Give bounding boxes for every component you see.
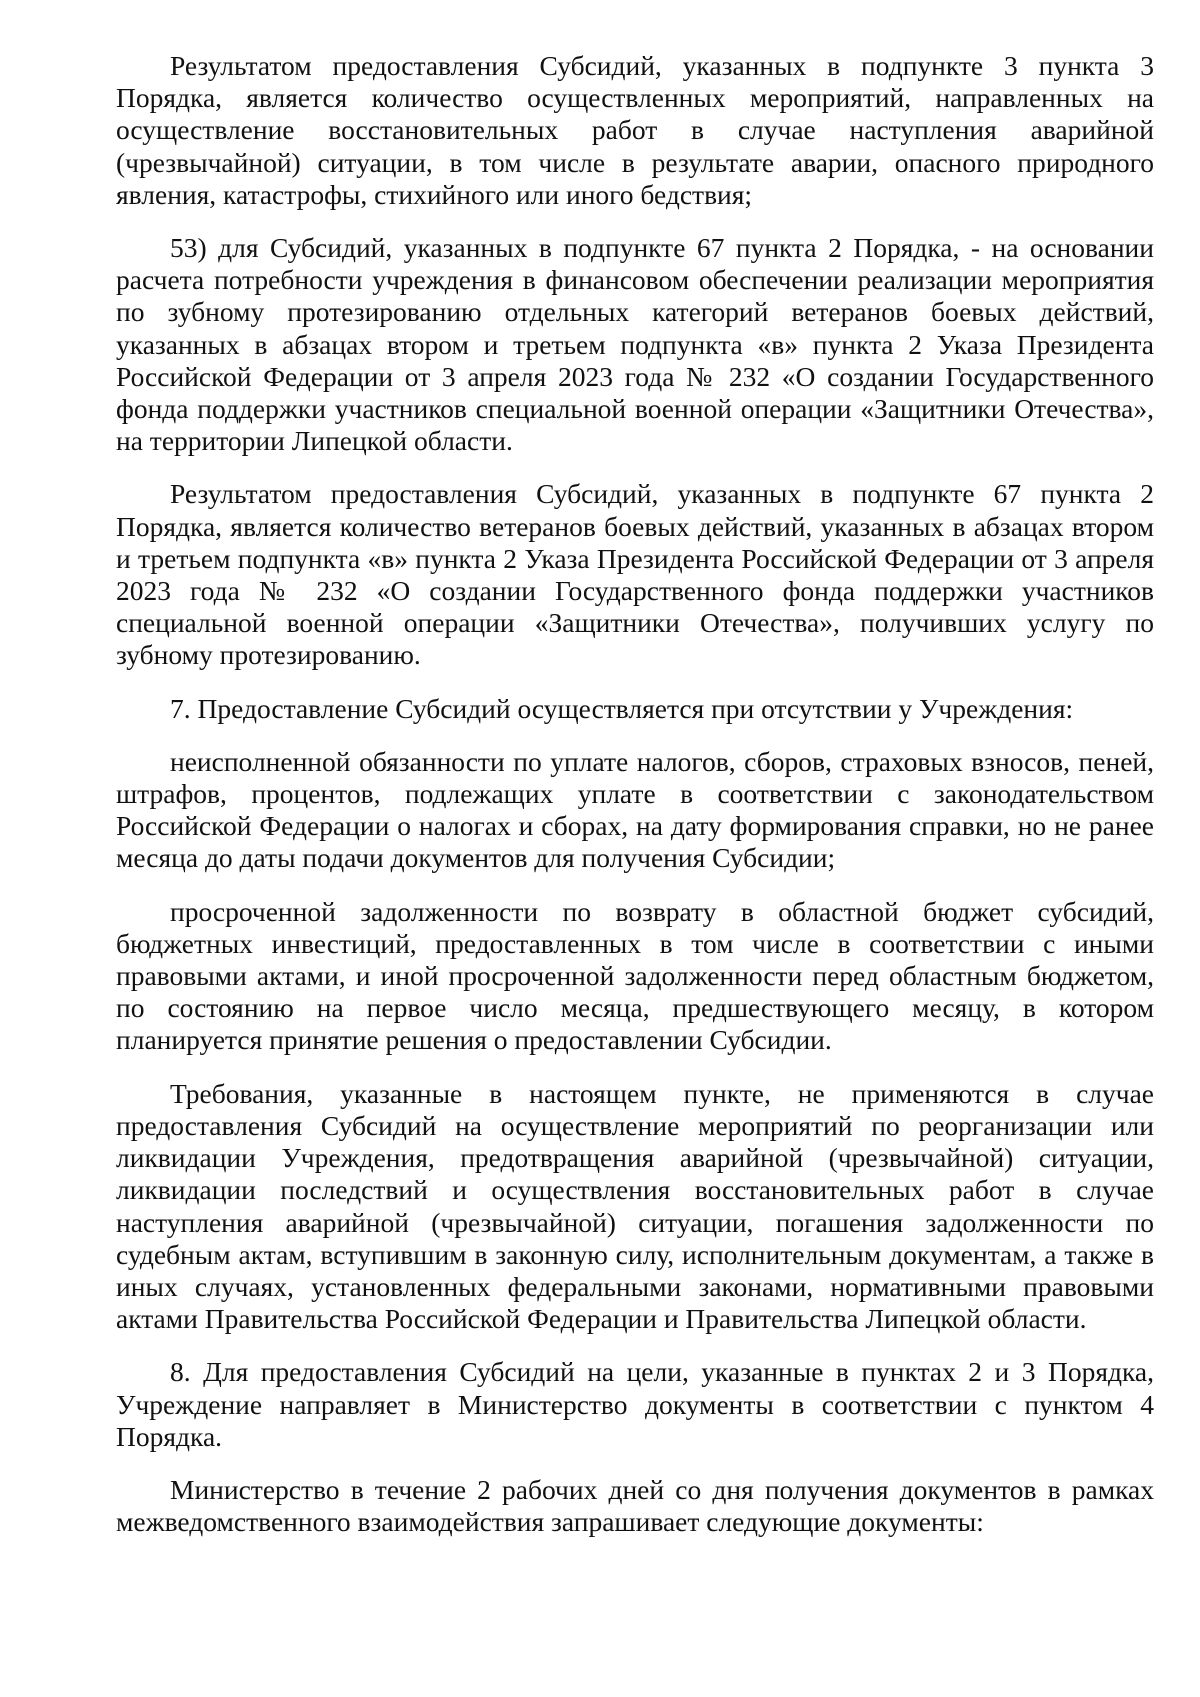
paragraph-overdue-debt: просроченной задолженности по возврату в областной бюджет субсидий, бюджетных инвестиций, предоставленных в том числе в соответствии с иными правовыми актами, и иной просроченной задолженности перед областным бюджетом, по состоянию на первое число месяца, предшествующего месяцу, в котором планируется принятие решения о предоставлении Субсидии. bbox=[116, 895, 1154, 1056]
document-page bbox=[116, 50, 1154, 1538]
paragraph-ministry-requests: Министерство в течение 2 рабочих дней со дня получения документов в рамках межведомственного взаимодействия запрашивает следующие документы: bbox=[116, 1473, 1154, 1538]
paragraph-result-subpoint-67: Результатом предоставления Субсидий, указанных в подпункте 67 пункта 2 Порядка, является количество ветеранов боевых действий, указанных в абзацах втором и третьем подпункта «в» пункта 2 Указа Президента Российской Федерации от 3 апреля 2023 года № 232 «О создании Государственного фонда поддержки участников специальной военной операции «Защитники Отечества», получивших услугу по зубному протезированию. bbox=[116, 478, 1154, 671]
paragraph-requirements-exceptions: Требования, указанные в настоящем пункте, не применяются в случае предоставления Субсидий на осуществление мероприятий по реорганизации или ликвидации Учреждения, предотвращения аварийной (чрезвычайной) ситуации, ликвидации последствий и осуществления восстановительных работ в случае наступления аварийной (чрезвычайной) ситуации, погашения задолженности по судебным актам, вступившим в законную силу, исполнительным документам, а также в иных случаях, установленных федеральными законами, нормативными правовыми актами Правительства Российской Федерации и Правительства Липецкой области. bbox=[116, 1077, 1154, 1335]
paragraph-result-subpoint-3: Результатом предоставления Субсидий, указанных в подпункте 3 пункта 3 Порядка, является количество осуществленных мероприятий, направленных на осуществление восстановительных работ в случае наступления аварийной (чрезвычайной) ситуации, в том числе в результате аварии, опасного природного явления, катастрофы, стихийного или иного бедствия; bbox=[116, 50, 1154, 210]
paragraph-item-8: 8. Для предоставления Субсидий на цели, указанные в пунктах 2 и 3 Порядка, Учреждение направляет в Министерство документы в соответствии с пунктом 4 Порядка. bbox=[116, 1356, 1154, 1452]
paragraph-item-7: 7. Предоставление Субсидий осуществляется при отсутствии у Учреждения: bbox=[170, 692, 1074, 724]
paragraph-item-53: 53) для Субсидий, указанных в подпункте 67 пункта 2 Порядка, - на основании расчета потребности учреждения в финансовом обеспечении реализации мероприятия по зубному протезированию отдельных категорий ветеранов боевых действий, указанных в абзацах втором и третьем подпункта «в» пункта 2 Указа Президента Российской Федерации от 3 апреля 2023 года № 232 «О создании Государственного фонда поддержки участников специальной военной операции «Защитники Отечества», на территории Липецкой области. bbox=[116, 232, 1154, 457]
paragraph-unfulfilled-obligation: неисполненной обязанности по уплате налогов, сборов, страховых взносов, пеней, штрафов, процентов, подлежащих уплате в соответствии с законодательством Российской Федерации о налогах и сборах, на дату формирования справки, но не ранее месяца до даты подачи документов для получения Субсидии; bbox=[116, 745, 1154, 874]
